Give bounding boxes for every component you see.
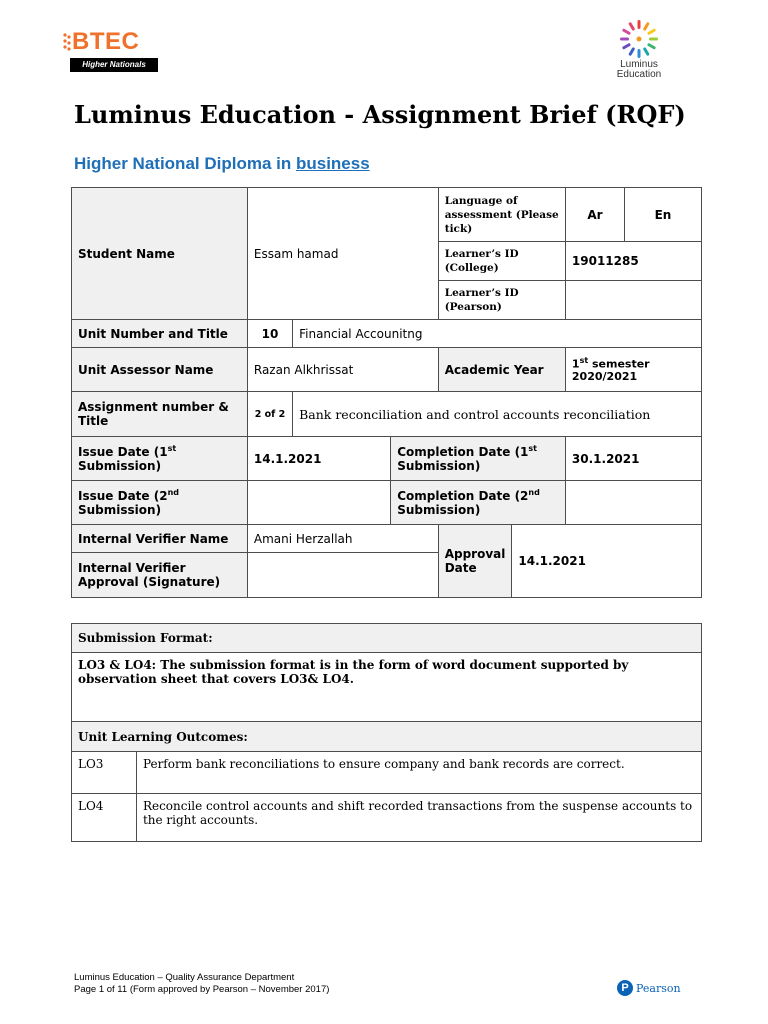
learner-id-pearson-value	[565, 281, 701, 320]
language-en-option[interactable]: En	[624, 188, 701, 242]
assignment-label: Assignment number & Title	[72, 392, 248, 437]
submission-format-text: LO3 & LO4: The submission format is in the form of word document supported by observation sheet that covers LO3& LO4.	[72, 653, 702, 722]
pearson-mark-icon: P	[617, 980, 633, 996]
academic-year-value	[565, 348, 701, 392]
language-label: Language of assessment (Please tick)	[438, 188, 565, 242]
semester-number: 1	[571, 357, 580, 371]
semester-suffix: st	[579, 355, 589, 365]
completion-date-1-label-end: Submission)	[397, 459, 481, 473]
completion-date-2-label-end: Submission)	[397, 503, 481, 517]
issue-date-2-value	[247, 481, 390, 525]
issue-date-1-label-text: Issue Date (1	[78, 445, 168, 459]
academic-year-label: Academic Year	[438, 348, 565, 392]
completion-date-2-label-text: Completion Date (2	[397, 489, 529, 503]
issue-date-2-label	[72, 481, 248, 525]
completion-date-1-sup: st	[528, 444, 537, 453]
issue-date-1-label	[72, 437, 248, 481]
unit-number: 10	[247, 320, 292, 348]
subtitle-subject: business	[295, 154, 370, 173]
btec-logo	[62, 28, 158, 74]
outcome-code: LO4	[72, 794, 137, 842]
issue-date-1-label-end: Submission)	[78, 459, 162, 473]
iv-name-value: Amani Herzallah	[247, 525, 438, 553]
iv-approval-signature	[247, 553, 438, 598]
btec-tagline: Higher Nationals	[70, 58, 158, 72]
outcome-code: LO3	[72, 752, 137, 794]
issue-date-1-value: 14.1.2021	[247, 437, 390, 481]
outcome-text: Reconcile control accounts and shift recorded transactions from the suspense accounts to the right accounts.	[136, 794, 701, 842]
learning-outcomes-label: Unit Learning Outcomes:	[72, 722, 702, 752]
luminus-line1: Luminus	[620, 59, 658, 70]
academic-year-text: 2020/2021	[571, 370, 638, 384]
completion-date-1-label	[391, 437, 566, 481]
issue-date-2-label-text: Issue Date (2	[78, 489, 168, 503]
programme-subtitle	[74, 154, 370, 174]
submission-table	[71, 623, 702, 842]
unit-label: Unit Number and Title	[72, 320, 248, 348]
student-name-value: Essam hamad	[247, 188, 438, 320]
btec-dots-icon	[62, 32, 72, 52]
issue-date-1-sup: st	[167, 444, 177, 453]
issue-date-2-label-end: Submission)	[78, 503, 162, 517]
learner-id-college-value: 19011285	[565, 242, 701, 281]
student-name-label: Student Name	[72, 188, 248, 320]
luminus-logo	[604, 18, 674, 78]
table-row	[72, 752, 702, 794]
semester-word: semester	[588, 357, 650, 371]
table-row	[72, 794, 702, 842]
unit-title: Financial Accounitng	[293, 320, 702, 348]
assessor-label: Unit Assessor Name	[72, 348, 248, 392]
page-title: Luminus Education - Assignment Brief (RQF)	[74, 100, 686, 129]
page-footer	[74, 972, 329, 996]
pearson-wordmark: Pearson	[636, 981, 681, 995]
outcome-text: Perform bank reconciliations to ensure company and bank records are correct.	[136, 752, 701, 794]
assignment-details-table	[71, 187, 702, 598]
completion-date-2-label	[391, 481, 566, 525]
assignment-title: Bank reconciliation and control accounts reconciliation	[293, 392, 702, 437]
iv-approval-label: Internal Verifier Approval (Signature)	[72, 553, 248, 598]
footer-department: Luminus Education – Quality Assurance Department	[74, 972, 295, 983]
iv-name-label: Internal Verifier Name	[72, 525, 248, 553]
completion-date-1-value: 30.1.2021	[565, 437, 701, 481]
footer-page-info: Page 1 of 11 (Form approved by Pearson – November 2017)	[74, 984, 330, 995]
completion-date-2-value	[565, 481, 701, 525]
luminus-burst-icon	[615, 18, 663, 60]
subtitle-prefix: Higher National Diploma in	[74, 154, 296, 173]
approval-date-label: Approval Date	[438, 525, 512, 598]
learner-id-college-label: Learner’s ID (College)	[438, 242, 565, 281]
assessor-value: Razan Alkhrissat	[247, 348, 438, 392]
learner-id-pearson-label: Learner’s ID (Pearson)	[438, 281, 565, 320]
assignment-number: 2 of 2	[247, 392, 292, 437]
approval-date-value: 14.1.2021	[512, 525, 702, 598]
luminus-line2: Education	[616, 69, 662, 80]
completion-date-1-label-text: Completion Date (1	[397, 445, 529, 459]
completion-date-2-sup: nd	[528, 488, 540, 497]
submission-format-label: Submission Format:	[72, 624, 702, 653]
btec-wordmark: BTEC	[72, 28, 140, 55]
language-ar-option[interactable]: Ar	[565, 188, 624, 242]
issue-date-2-sup: nd	[167, 488, 179, 497]
pearson-logo	[617, 980, 681, 996]
